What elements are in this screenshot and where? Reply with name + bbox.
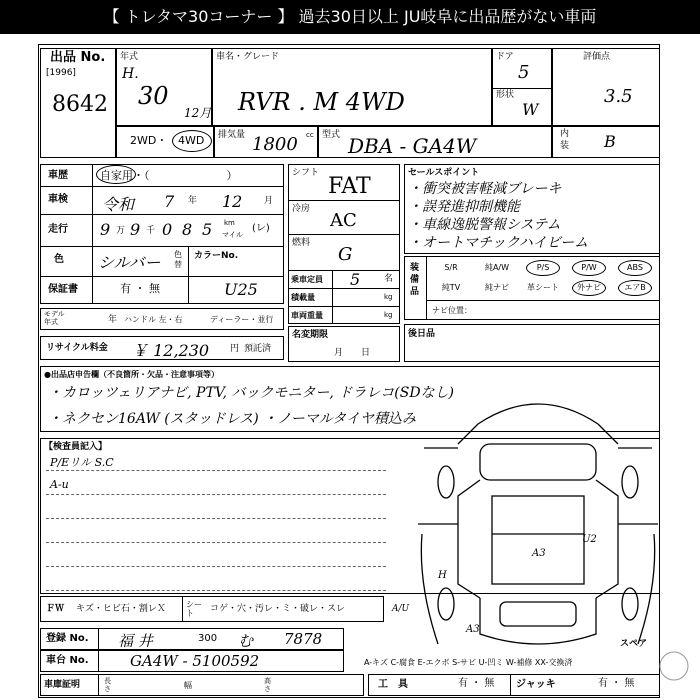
- mileage-unit-km: km: [224, 219, 235, 227]
- divider: [288, 306, 400, 307]
- inspection-era: 令和: [102, 195, 135, 214]
- car-diagram: [418, 384, 658, 674]
- cert-row: [40, 674, 364, 696]
- left-side-profile: [421, 534, 438, 644]
- car-outline: [418, 404, 658, 644]
- weight-unit: kg: [384, 311, 393, 319]
- spare-tire-icon: [660, 652, 688, 680]
- divider: [40, 246, 284, 247]
- registration-label: 登録 No.: [46, 633, 89, 644]
- mileage-digit: 0: [162, 220, 173, 239]
- sheet-label: シート: [186, 600, 202, 618]
- damage-mark: A3: [532, 548, 546, 559]
- drive-4wd: 4WD: [178, 134, 205, 147]
- car-left-side: [458, 480, 480, 598]
- divider: [288, 234, 400, 235]
- fuel-label: 燃料: [292, 238, 311, 248]
- damage-mark: A3: [466, 624, 480, 635]
- wheel-rear-right: [622, 588, 638, 620]
- equipment-item: S/R: [444, 263, 458, 272]
- equipment-item: 純TV: [441, 283, 461, 292]
- equipment-item: エアB: [624, 283, 646, 292]
- mileage-digit: 8: [182, 220, 193, 239]
- divider: [40, 276, 284, 277]
- equipment-item: 革シート: [527, 283, 559, 292]
- capacity-label: 乗車定員: [291, 275, 323, 284]
- registration-kana: む: [238, 632, 254, 650]
- mileage-unit-mile: マイル: [222, 231, 243, 239]
- year-label: 年式: [120, 52, 139, 62]
- divider: [188, 246, 189, 304]
- recycle-value: ￥ 12,230: [132, 341, 210, 360]
- inspection-month: 12: [222, 192, 243, 211]
- history-label: 車歴: [48, 170, 68, 181]
- doors-label: ドア: [496, 52, 514, 62]
- shape-value: W: [522, 100, 539, 119]
- model-year-label: モデル年式: [44, 310, 65, 326]
- car-rear: [480, 598, 596, 644]
- type-label: 型式: [322, 130, 341, 140]
- color-repaint: 色替: [174, 250, 182, 269]
- mileage-label: 走行: [48, 224, 68, 235]
- equipment-item: P/S: [536, 263, 550, 272]
- jack-label: ジャッキ: [516, 679, 556, 690]
- inspector-line: P/Eリル S.C: [50, 456, 114, 469]
- damage-legend: A-キズ C-腐食 E-エクボ S-サビ U-凹ミ W-補修 XX-交換済: [364, 658, 573, 667]
- sheet-items: コゲ・穴・汚レ・ミ・破レ・スレ: [210, 604, 346, 614]
- capacity-value: 5: [350, 270, 361, 289]
- inspection-label: 車検: [48, 194, 68, 205]
- dealer: ディーラー・並行: [210, 315, 274, 324]
- divider: [510, 674, 511, 696]
- shift-value: FAT: [328, 174, 371, 199]
- dealer-note-line: ・ネクセン16AW (スタッドレス) ・ノーマルタイヤ積込み: [48, 411, 416, 427]
- divider: [46, 566, 386, 567]
- page-header: [0, 0, 700, 34]
- color-value: シルバー: [98, 253, 161, 272]
- registration-class: 300: [198, 633, 218, 644]
- tools-value: 有 ・ 無: [458, 678, 495, 689]
- equipment-circle: [572, 260, 606, 276]
- car-right-side: [596, 480, 618, 598]
- model-year-unit: 年: [108, 315, 118, 325]
- divider: [46, 494, 386, 495]
- warranty-value: 有 ・ 無: [120, 282, 160, 295]
- car-roof: [492, 496, 584, 584]
- mileage-digit: 5: [202, 220, 213, 239]
- displacement-value: 1800: [252, 134, 298, 155]
- auction-sheet: [38, 44, 660, 698]
- fw-label: ＦＷ: [46, 604, 65, 614]
- weight-label: 車両重量: [291, 311, 323, 320]
- equipment-circle: [618, 260, 652, 276]
- chassis-value: GA4W - 5100592: [130, 652, 260, 670]
- registration-area: 福 井: [118, 632, 153, 650]
- divider: [46, 518, 386, 519]
- dealer-note-line: ・カロッツェリアナビ, PTV, バックモニター, ドラレコ(SDなし): [48, 385, 455, 401]
- interior-value: B: [604, 132, 616, 151]
- wheel-front-right: [622, 466, 638, 498]
- car-top-corners: [458, 424, 618, 444]
- divider: [98, 674, 99, 696]
- drive-2wd: 2WD・: [130, 134, 168, 147]
- color-code: U25: [224, 280, 258, 299]
- divider: [46, 470, 386, 471]
- lot-number: 8642: [52, 92, 108, 117]
- dim-height: 高さ: [264, 677, 271, 693]
- spare-label: スペア: [620, 639, 648, 649]
- divider: [92, 164, 93, 304]
- divider: [40, 214, 284, 215]
- type-value: DBA - GA4W: [348, 134, 477, 158]
- fuel-value: G: [338, 244, 353, 265]
- divider: [492, 88, 552, 89]
- divider: [332, 270, 333, 324]
- car-hood: [480, 444, 596, 480]
- rating-label: 評価点: [583, 52, 611, 62]
- color-code-label: カラーNo.: [194, 251, 239, 261]
- tools-label: 工 具: [378, 679, 408, 690]
- name-change-unit: 月 日: [334, 348, 371, 358]
- recycle-label: リサイクル料金: [46, 343, 108, 353]
- divider: [98, 650, 99, 672]
- damage-mark: A/U: [392, 604, 410, 614]
- divider: [288, 270, 400, 271]
- sales-points-label: セールスポイント: [408, 168, 480, 178]
- dim-width: 幅: [184, 681, 192, 690]
- divider: [46, 542, 386, 543]
- name-change-label: 名変期限: [292, 330, 329, 340]
- right-side-profile: [638, 534, 655, 644]
- divider: [46, 590, 386, 591]
- lot-year-tag: [1996]: [46, 68, 76, 78]
- aircon-value: AC: [330, 210, 357, 231]
- recycle-note: 預託済: [244, 344, 272, 354]
- chassis-label: 車台 No.: [46, 655, 89, 666]
- inspection-year-unit: 年: [188, 196, 198, 206]
- wheel-front-left: [438, 466, 454, 498]
- after-items-block: [404, 324, 660, 362]
- rating-value: 3.5: [604, 86, 633, 107]
- sales-point: ・衝突被害軽減ブレーキ: [408, 181, 562, 197]
- year-month: 12月: [184, 106, 212, 120]
- lot-label: 出品 No.: [50, 50, 106, 65]
- inspector-line: A-u: [50, 478, 69, 491]
- model-label: 車名・グレード: [216, 52, 280, 62]
- displacement-label: 排気量: [218, 130, 246, 140]
- year-era: H.: [122, 66, 139, 82]
- shape-label: 形状: [496, 90, 515, 100]
- mileage-digit: 9: [100, 220, 111, 239]
- equipment-circle: [618, 280, 652, 296]
- year-value: 30: [138, 82, 169, 110]
- equipment-item: 外ナビ: [577, 283, 601, 292]
- divider: [426, 256, 427, 320]
- equipment-circle: [526, 260, 560, 276]
- dim-length: 長さ: [104, 677, 111, 693]
- load-label: 積載量: [291, 293, 315, 302]
- fw-items: キズ・ヒビ石・割レＸ: [76, 604, 166, 614]
- sales-point: ・誤発進抑制機能: [408, 199, 520, 215]
- inspection-year: 7: [164, 192, 175, 211]
- equipment-item: ABS: [627, 263, 643, 272]
- wheel-rear-left: [438, 588, 454, 620]
- divider: [98, 628, 99, 650]
- handle: ハンドル 左・右: [124, 315, 183, 324]
- after-items-label: 後日品: [408, 329, 436, 339]
- damage-mark: U2: [582, 534, 597, 545]
- navi-position-label: ナビ位置：: [432, 306, 472, 315]
- damage-mark: H: [438, 570, 447, 581]
- header-title: 【 トレタマ30コーナー 】 過去30日以上 JU岐阜に出品歴がない車両: [103, 7, 597, 26]
- cert-label: 車庫証明: [44, 680, 81, 690]
- sales-point: ・オートマチックハイビーム: [408, 235, 589, 251]
- equipment-item: 純ナビ: [485, 283, 509, 292]
- recycle-unit: 円: [230, 344, 240, 354]
- divider: [40, 186, 284, 187]
- history-value: 自家用・（ ）: [100, 169, 238, 182]
- car-roof-arc: [478, 404, 598, 424]
- mileage-unit-sen: 千: [146, 226, 156, 236]
- equipment-item: P/W: [581, 263, 597, 272]
- warranty-label: 保証書: [48, 284, 78, 295]
- mileage-unit-man: 万: [116, 226, 126, 236]
- shift-label: シフト: [292, 168, 320, 178]
- mileage-digit: 9: [130, 220, 141, 239]
- equipment-circle: [572, 280, 606, 296]
- inspection-month-unit: 月: [264, 196, 274, 206]
- divider: [426, 300, 660, 301]
- inspector-label: 【検査員記入】: [44, 442, 108, 452]
- model-value: RVR . M 4WD: [238, 88, 405, 116]
- registration-number: 7878: [284, 630, 323, 648]
- doors-value: 5: [518, 62, 530, 83]
- interior-label: 内装: [560, 129, 570, 151]
- mileage-suffix: (レ): [252, 223, 270, 234]
- dealer-notes-label: ●出品店申告欄（不良箇所・欠品・注意事項等）: [44, 370, 219, 379]
- capacity-unit: 名: [384, 274, 394, 284]
- divider: [288, 200, 400, 201]
- load-unit: kg: [384, 293, 393, 301]
- sales-point: ・車線逸脱警報システム: [408, 217, 561, 233]
- history-circle: [96, 165, 136, 184]
- car-trunk: [500, 602, 576, 626]
- divider: [182, 596, 183, 622]
- jack-value: 有 ・ 無: [598, 678, 635, 689]
- equipment-label: 装備品: [410, 263, 420, 297]
- equipment-item: 純A/W: [484, 263, 510, 272]
- aircon-label: 冷房: [292, 204, 311, 214]
- divider: [288, 288, 400, 289]
- color-label: 色: [54, 254, 64, 265]
- displacement-unit: cc: [306, 131, 314, 139]
